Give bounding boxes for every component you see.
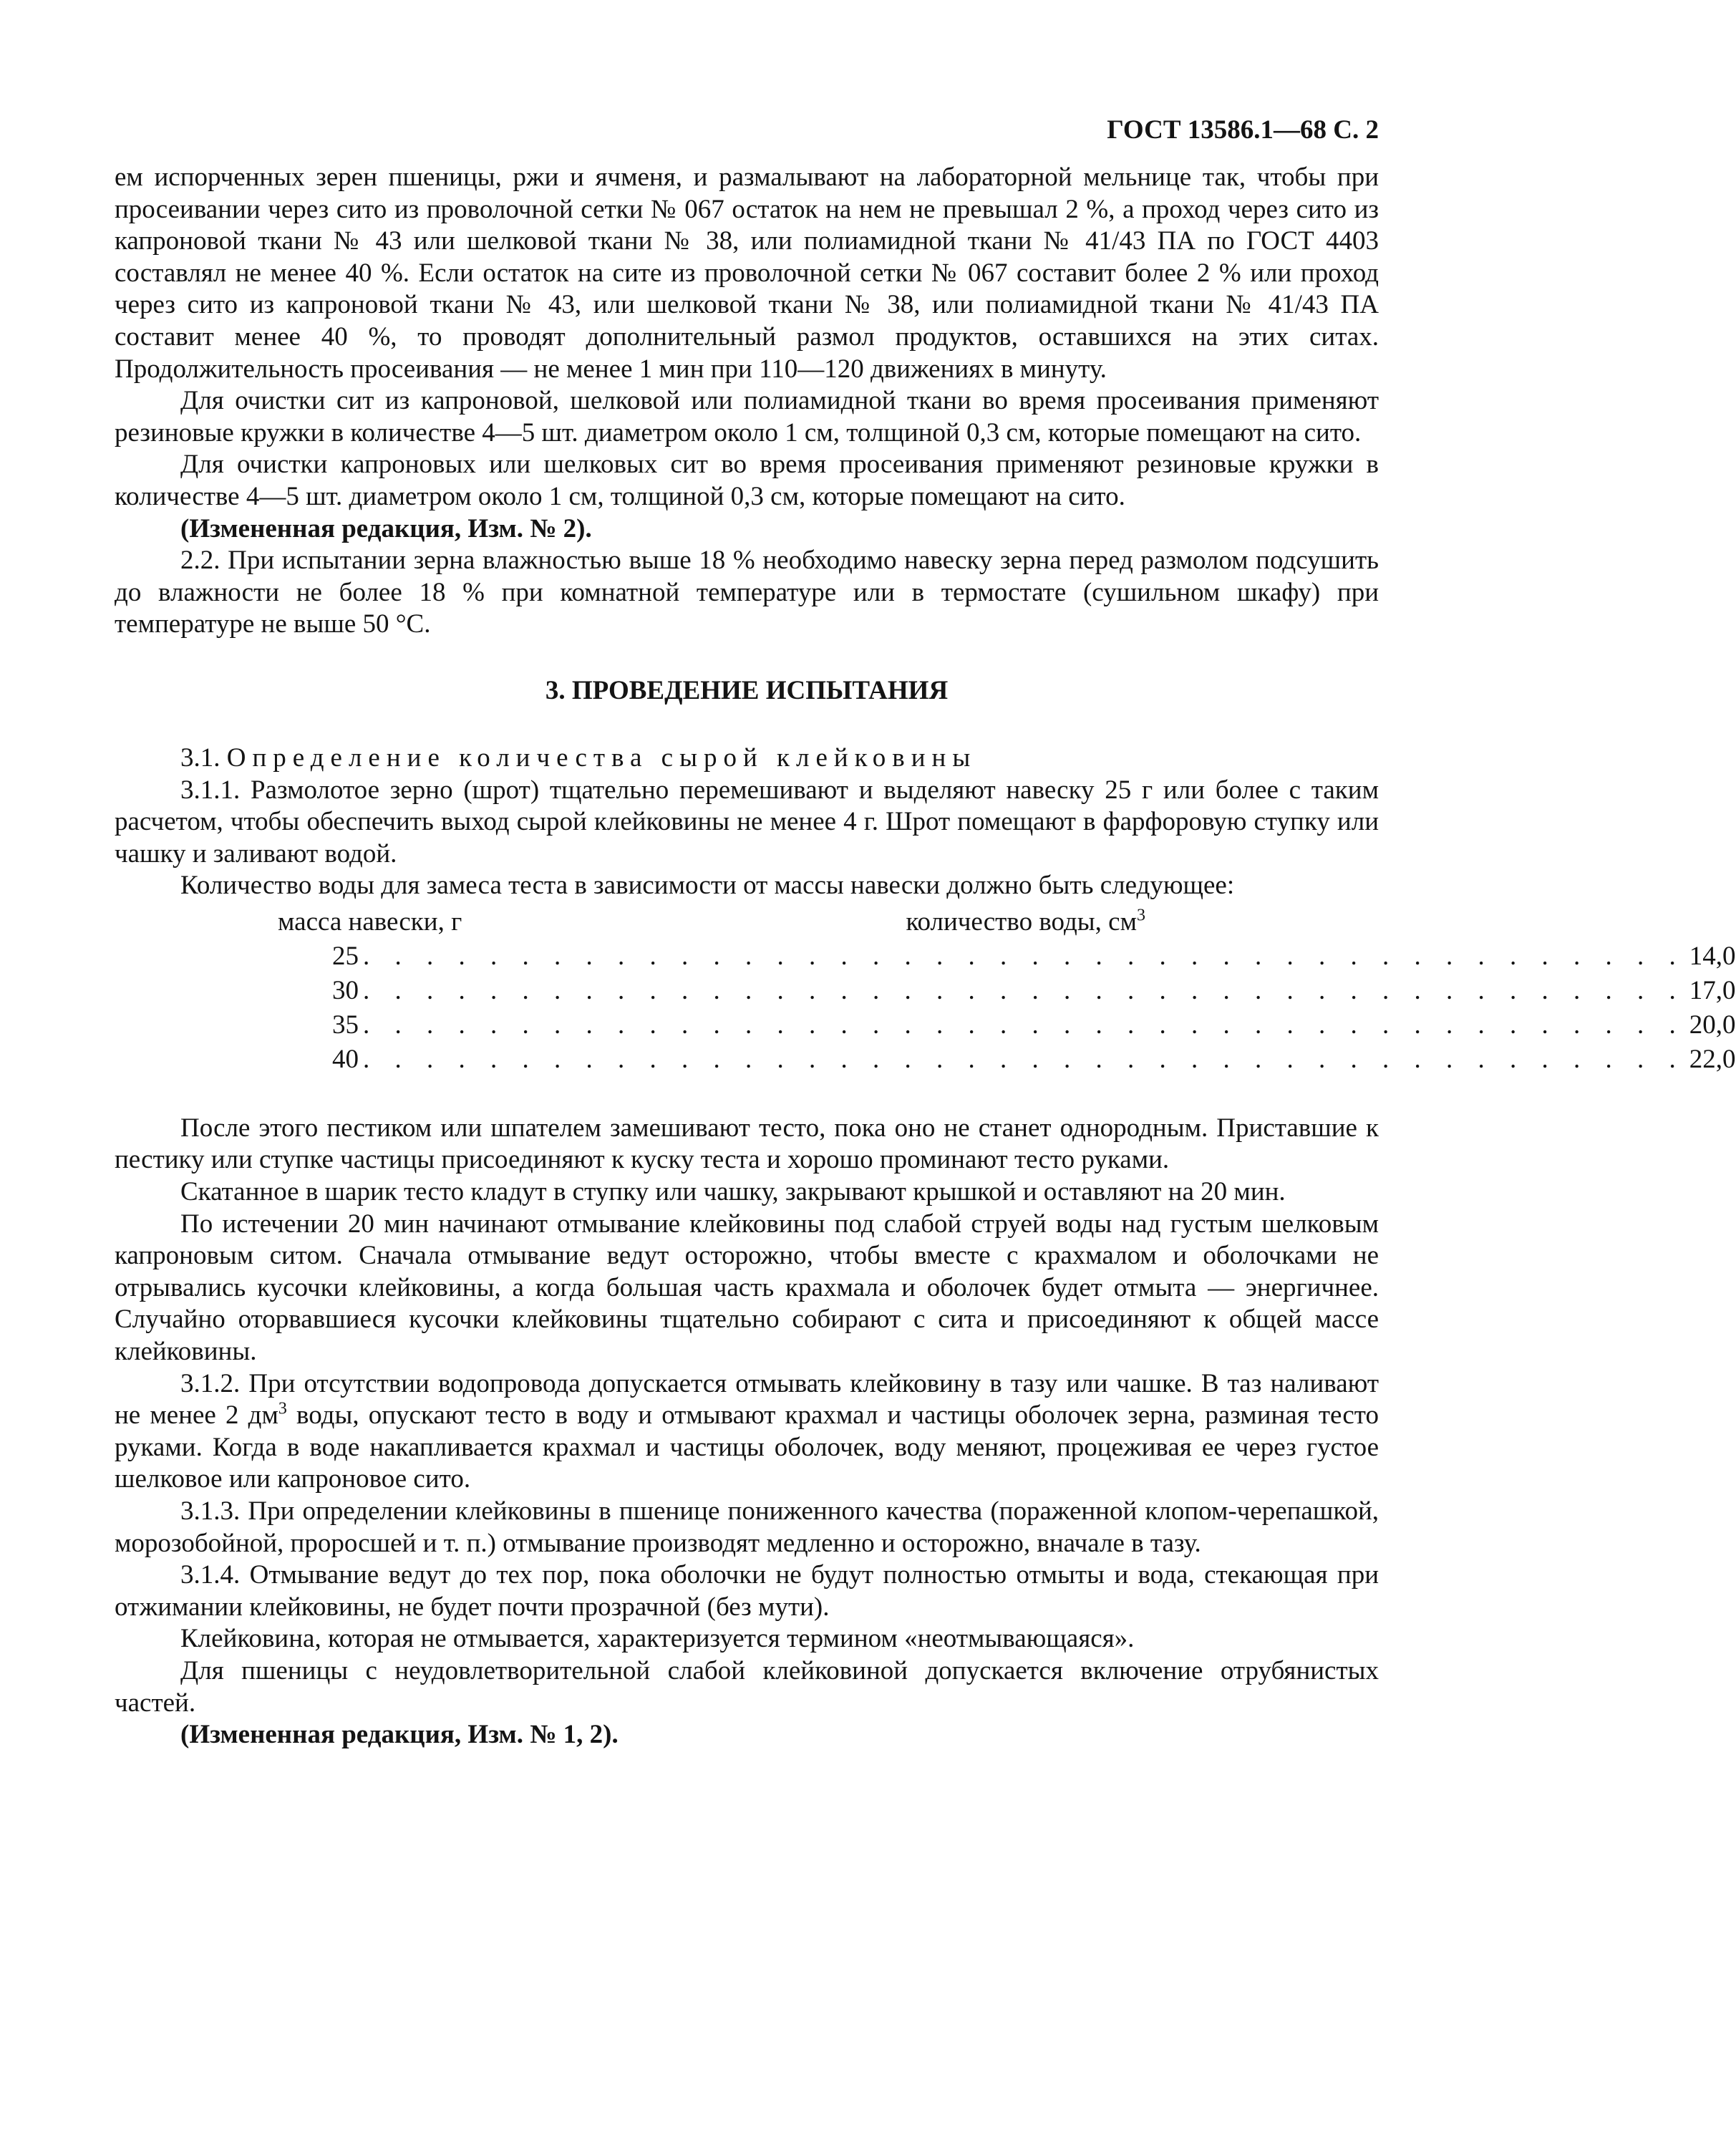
paragraph-sieve-cleaning: Для очистки сит из капроновой, шелковой или полиамидной ткани во время просеивания применяют резиновые кружки в количестве 4—5 шт. диаметром около 1 см, толщиной 0,3 см, которые помещают на сито. — [115, 386, 1379, 448]
row-mass: 30 — [332, 975, 359, 1005]
paragraph-water-quantity: Количество воды для замеса теста в зависимости от массы навески должно быть следующее: — [180, 871, 1235, 901]
col-mass-header: масса навески, г — [278, 906, 462, 937]
row-water: 14,0 — [1689, 941, 1736, 971]
dot-leader: . . . . . . . . . . . . . . . . . . . . . . . . . . . . . . . . . . . . . . . . . . — [363, 975, 1685, 1005]
amendment-note: (Измененная редакция, Изм. № 2). — [180, 513, 592, 543]
paragraph-3-1-4: 3.1.4. Отмывание ведут до тех пор, пока оболочки не будут полностью отмыты и вода, стекающая при отжимании клейковины, не будет почти прозрачной (без мути). — [115, 1560, 1379, 1622]
document-page — [115, 115, 1736, 1751]
paragraph-resting: Скатанное в шарик тесто кладут в ступку или чашку, закрывают крышкой и оставляют на 20 мин. — [180, 1177, 1286, 1207]
row-water: 22,0 — [1689, 1044, 1736, 1074]
row-mass: 35 — [332, 1010, 359, 1040]
subsection-title: Определение количества сырой клейковины — [226, 742, 977, 773]
paragraph-term: Клейковина, которая не отмывается, характеризуется термином «неотмывающаяся». — [180, 1624, 1135, 1654]
dot-leader: . . . . . . . . . . . . . . . . . . . . . . . . . . . . . . . . . . . . . . . . . . — [363, 1010, 1685, 1040]
dot-leader: . . . . . . . . . . . . . . . . . . . . . . . . . . . . . . . . . . . . . . . . . . — [363, 941, 1685, 971]
col-water-header: количество воды, $см^3$ — [906, 906, 1145, 937]
paragraph-sieve-cleaning-alt: Для очистки капроновых или шелковых сит во время просеивания применяют резиновые кружки в количестве 4—5 шт. диаметром около 1 см, толщиной 0,3 см, которые помещают на сито. — [115, 450, 1379, 511]
paragraph-3-1-2: 3.1.2. При отсутствии водопровода допускается отмывать клейковину в тазу или чашке. В таз наливают не менее 2 $дм^3$ воды, опускают тесто в воду и отмывают крахмал и частицы оболочек зерна, разминая тесто руками. Когда в воде накапливается крахмал и частицы оболочек, воду меняют, процеживая ее через густое шелковое или капроновое сито. — [115, 1368, 1379, 1494]
amendment-note-final: (Измененная редакция, Изм. № 1, 2). — [180, 1720, 619, 1750]
unit-superscript: 3 — [278, 1399, 287, 1418]
row-mass: 40 — [332, 1044, 359, 1074]
subsection-heading — [115, 742, 1379, 775]
dot-leader: . . . . . . . . . . . . . . . . . . . . . . . . . . . . . . . . . . . . . . . . . . — [363, 1044, 1685, 1074]
subsection-number: 3.1. — [180, 742, 220, 773]
section-title: 3. ПРОВЕДЕНИЕ ИСПЫТАНИЯ — [545, 675, 949, 705]
water-table — [278, 905, 1736, 1077]
paragraph-3-1-1: 3.1.1. Размолотое зерно (шрот) тщательно перемешивают и выделяют навеску 25 г или более с таким расчетом, чтобы обеспечить выход сырой клейковины не менее 4 г. Шрот помещают в фарфоровую ступку или чашку и заливают водой. — [115, 775, 1379, 869]
table-row — [278, 1008, 1736, 1042]
row-water: 17,0 — [1689, 975, 1736, 1005]
table-row — [278, 1042, 1736, 1077]
row-mass: 25 — [332, 941, 359, 971]
unit-superscript: 3 — [1137, 906, 1145, 925]
table-row — [278, 939, 1736, 974]
table-row — [278, 974, 1736, 1008]
paragraph-kneading: После этого пестиком или шпателем замешивают тесто, пока оно не станет однородным. Приставшие к пестику или ступке частицы присоединяют к куску теста и хорошо проминают тесто руками. — [115, 1113, 1379, 1175]
paragraph-weak-gluten: Для пшеницы с неудовлетворительной слабой клейковиной допускается включение отрубянистых частей. — [115, 1655, 1379, 1718]
paragraph-continuation: ем испорченных зерен пшеницы, ржи и ячменя, и размалывают на лабораторной мельнице так, чтобы при просеивании через сито из проволочной сетки № 067 остаток на нем не превышал 2 %, а проход через сито из капроновой ткани № 43 или шелковой ткани № 38, или полиамидной ткани № 41/43 ПА по ГОСТ 4403 составлял не менее 40 %. Если остаток на сите из проволочной сетки № 067 составит более 2 % или проход через сито из капроновой ткани № 43, или шелковой ткани № 38, или полиамидной ткани № 41/43 ПА составит менее 40 %, то проводят дополнительный размол продуктов, оставшихся на этих ситах. Продолжительность просеивания — не менее 1 мин при 110—120 движениях в минуту. — [115, 163, 1379, 384]
paragraph-2-2: 2.2. При испытании зерна влажностью выше 18 % необходимо навеску зерна перед размолом подсушить до влажности не более 18 % при комнатной температуре или в термостате (сушильном шкафу) при температуре не выше 50 °С. — [115, 546, 1379, 639]
table-header — [278, 905, 1145, 939]
paragraph-washing: По истечении 20 мин начинают отмывание клейковины под слабой струей воды над густым шелковым капроновым ситом. Сначала отмывание ведут осторожно, чтобы вместе с крахмалом и оболочками не отрывались кусочки клейковины, а когда большая часть крахмала и оболочек будет отмыта — энергичнее. Случайно оторвавшиеся кусочки клейковины тщательно собирают с сита и присоединяют к общей массе клейковины. — [115, 1209, 1379, 1367]
page-header: ГОСТ 13586.1—68 С. 2 — [1107, 115, 1379, 145]
paragraph-3-1-3: 3.1.3. При определении клейковины в пшенице пониженного качества (пораженной клопом-черепашкой, морозобойной, проросшей и т. п.) отмывание производят медленно и осторожно, вначале в тазу. — [115, 1496, 1379, 1558]
row-water: 20,0 — [1689, 1010, 1736, 1040]
